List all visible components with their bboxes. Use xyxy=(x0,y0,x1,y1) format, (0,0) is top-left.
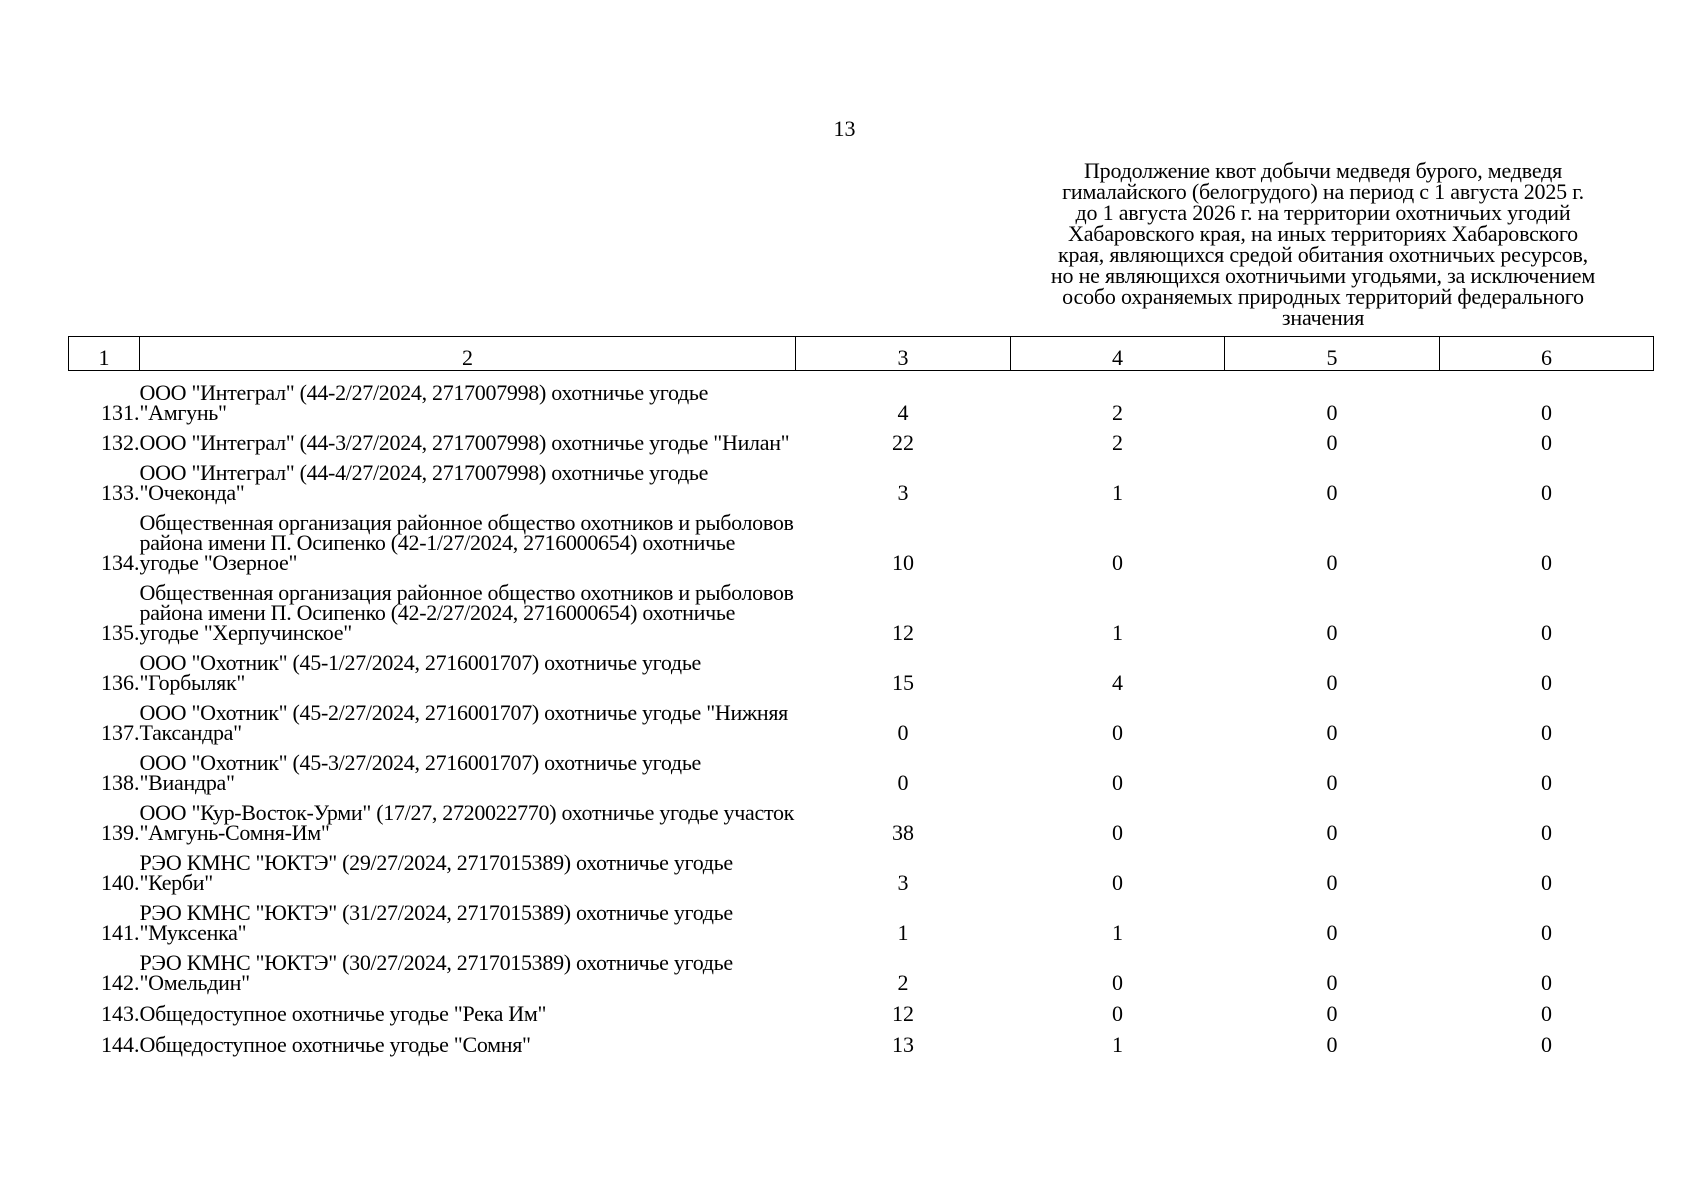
row-value-col6: 0 xyxy=(1541,620,1552,645)
table-row xyxy=(69,573,1654,643)
row-value-col4: 2 xyxy=(1112,400,1123,425)
row-hunting-ground-name: Общедоступное охотничье угодье "Сомня" xyxy=(139,1032,531,1057)
row-value-col5: 0 xyxy=(1326,550,1338,575)
row-value-col5: 0 xyxy=(1326,770,1338,795)
caption-line: Продолжение квот добычи медведя бурого, медведя xyxy=(1083,158,1563,183)
row-hunting-ground-name: ООО "Интеграл" (44-4/27/2024, 2717007998) охотничье угодье "Очеконда" xyxy=(139,460,709,505)
table-row xyxy=(69,893,1654,943)
row-value-col3: 2 xyxy=(897,970,909,995)
row-value-col5: 0 xyxy=(1326,870,1338,895)
row-number: 138. xyxy=(101,770,140,795)
table-row xyxy=(69,503,1654,573)
row-value-col6: 0 xyxy=(1541,970,1552,995)
column-header-4: 4 xyxy=(1011,337,1225,371)
row-value-col3: 1 xyxy=(897,920,909,945)
row-hunting-ground-name: ООО "Интеграл" (44-3/27/2024, 2717007998) охотничье угодье "Нилан" xyxy=(139,430,790,455)
row-value-col4: 0 xyxy=(1112,970,1123,995)
row-value-col5: 0 xyxy=(1326,670,1338,695)
table-body xyxy=(69,371,1654,1056)
row-value-col4: 1 xyxy=(1112,620,1123,645)
row-hunting-ground-name: ООО "Кур-Восток-Урми" (17/27, 2720022770) охотничье угодье участок "Амгунь-Сомня-Им" xyxy=(139,800,795,845)
caption-line: но не являющихся охотничьими угодьями, за исключением xyxy=(1050,263,1596,288)
row-value-col6: 0 xyxy=(1541,870,1552,895)
row-value-col4: 1 xyxy=(1112,1032,1123,1057)
table-row xyxy=(69,943,1654,993)
row-value-col3: 22 xyxy=(892,430,914,455)
row-hunting-ground-name: Общественная организация районное общество охотников и рыболовов района имени П. Осипенко (42-2/27/2024, 2716000654) охотничье угодье "Херпучинское" xyxy=(139,580,794,645)
row-number: 140. xyxy=(101,870,140,895)
row-value-col4: 0 xyxy=(1112,870,1123,895)
row-number: 144. xyxy=(101,1032,140,1057)
row-value-col6: 0 xyxy=(1541,670,1552,695)
row-number: 135. xyxy=(101,620,140,645)
row-value-col3: 4 xyxy=(897,400,909,425)
column-header-6: 6 xyxy=(1440,337,1654,371)
page-number-text: 13 xyxy=(833,116,856,141)
column-header-1: 1 xyxy=(69,337,140,371)
row-number: 132. xyxy=(101,430,140,455)
row-hunting-ground-name: Общественная организация районное общество охотников и рыболовов района имени П. Осипенко (42-1/27/2024, 2716000654) охотничье угодье "Озерное" xyxy=(139,510,794,575)
page-number xyxy=(0,116,1697,142)
row-number: 139. xyxy=(101,820,140,845)
row-hunting-ground-name: РЭО КМНС "ЮКТЭ" (30/27/2024, 2717015389) охотничье угодье "Омельдин" xyxy=(139,950,733,995)
row-number: 142. xyxy=(101,970,140,995)
caption-line: до 1 августа 2026 г. на территории охотничьих угодий xyxy=(1075,200,1571,225)
table-row xyxy=(69,453,1654,503)
row-value-col4: 0 xyxy=(1112,720,1123,745)
row-value-col3: 10 xyxy=(892,550,914,575)
row-hunting-ground-name: Общедоступное охотничье угодье "Река Им" xyxy=(139,1001,547,1026)
row-number: 137. xyxy=(101,720,140,745)
row-value-col3: 15 xyxy=(892,670,914,695)
row-value-col4: 0 xyxy=(1112,1001,1123,1026)
row-value-col6: 0 xyxy=(1541,400,1552,425)
row-value-col4: 2 xyxy=(1112,430,1123,455)
table-row xyxy=(69,843,1654,893)
column-header-2: 2 xyxy=(140,337,796,371)
row-hunting-ground-name: ООО "Охотник" (45-1/27/2024, 2716001707) охотничье угодье "Горбыляк" xyxy=(139,650,702,695)
caption-line: края, являющихся средой обитания охотничьих ресурсов, xyxy=(1058,242,1588,267)
row-value-col4: 0 xyxy=(1112,770,1123,795)
row-number: 143. xyxy=(101,1001,140,1026)
row-value-col3: 0 xyxy=(897,770,909,795)
row-value-col5: 0 xyxy=(1326,1032,1338,1057)
row-value-col6: 0 xyxy=(1541,920,1552,945)
row-hunting-ground-name: РЭО КМНС "ЮКТЭ" (31/27/2024, 2717015389) охотничье угодье "Муксенка" xyxy=(139,900,733,945)
row-value-col6: 0 xyxy=(1541,720,1552,745)
row-value-col5: 0 xyxy=(1326,1001,1338,1026)
caption-line: гималайского (белогрудого) на период с 1 августа 2025 г. xyxy=(1062,179,1584,204)
row-hunting-ground-name: ООО "Охотник" (45-3/27/2024, 2716001707) охотничье угодье "Виандра" xyxy=(139,750,702,795)
row-value-col3: 3 xyxy=(897,480,909,505)
column-header-5: 5 xyxy=(1225,337,1440,371)
table-row xyxy=(69,743,1654,793)
row-value-col6: 0 xyxy=(1541,550,1552,575)
row-value-col6: 0 xyxy=(1541,770,1552,795)
column-header-3: 3 xyxy=(796,337,1011,371)
row-number: 141. xyxy=(101,920,140,945)
row-value-col5: 0 xyxy=(1326,430,1338,455)
row-value-col3: 12 xyxy=(892,620,914,645)
table-row xyxy=(69,793,1654,843)
caption-line: значения xyxy=(1281,305,1365,330)
row-value-col5: 0 xyxy=(1326,400,1338,425)
row-value-col5: 0 xyxy=(1326,620,1338,645)
row-value-col3: 13 xyxy=(892,1032,914,1057)
row-number: 134. xyxy=(101,550,140,575)
row-value-col4: 4 xyxy=(1112,670,1123,695)
row-value-col3: 12 xyxy=(892,1001,914,1026)
caption-line: Хабаровского края, на иных территориях Хабаровского xyxy=(1068,221,1578,246)
row-value-col6: 0 xyxy=(1541,1032,1552,1057)
row-hunting-ground-name: ООО "Охотник" (45-2/27/2024, 2716001707) охотничье угодье "Нижняя Таксандра" xyxy=(139,700,788,745)
row-value-col4: 0 xyxy=(1112,820,1123,845)
row-value-col4: 0 xyxy=(1112,550,1123,575)
row-value-col5: 0 xyxy=(1326,820,1338,845)
row-value-col3: 38 xyxy=(892,820,914,845)
row-number: 131. xyxy=(101,400,140,425)
table-header-row xyxy=(69,337,1654,371)
row-value-col6: 0 xyxy=(1541,480,1552,505)
row-number: 133. xyxy=(101,480,140,505)
row-hunting-ground-name: РЭО КМНС "ЮКТЭ" (29/27/2024, 2717015389) охотничье угодье "Керби" xyxy=(139,850,733,895)
row-value-col6: 0 xyxy=(1541,820,1552,845)
table-caption xyxy=(1008,160,1638,328)
table-row xyxy=(69,693,1654,743)
quota-table xyxy=(68,336,1654,1055)
row-value-col5: 0 xyxy=(1326,720,1338,745)
row-value-col6: 0 xyxy=(1541,430,1552,455)
row-value-col4: 1 xyxy=(1112,480,1123,505)
row-hunting-ground-name: ООО "Интеграл" (44-2/27/2024, 2717007998) охотничье угодье "Амгунь" xyxy=(139,380,709,425)
table-row xyxy=(69,423,1654,453)
row-value-col3: 3 xyxy=(897,870,909,895)
table-row xyxy=(69,371,1654,424)
table-row xyxy=(69,993,1654,1024)
row-value-col5: 0 xyxy=(1326,970,1338,995)
table-row xyxy=(69,643,1654,693)
row-value-col5: 0 xyxy=(1326,480,1338,505)
table-row xyxy=(69,1024,1654,1055)
row-number: 136. xyxy=(101,670,140,695)
caption-line: особо охраняемых природных территорий федерального xyxy=(1062,284,1584,309)
row-value-col4: 1 xyxy=(1112,920,1123,945)
row-value-col3: 0 xyxy=(897,720,909,745)
row-value-col6: 0 xyxy=(1541,1001,1552,1026)
row-value-col5: 0 xyxy=(1326,920,1338,945)
